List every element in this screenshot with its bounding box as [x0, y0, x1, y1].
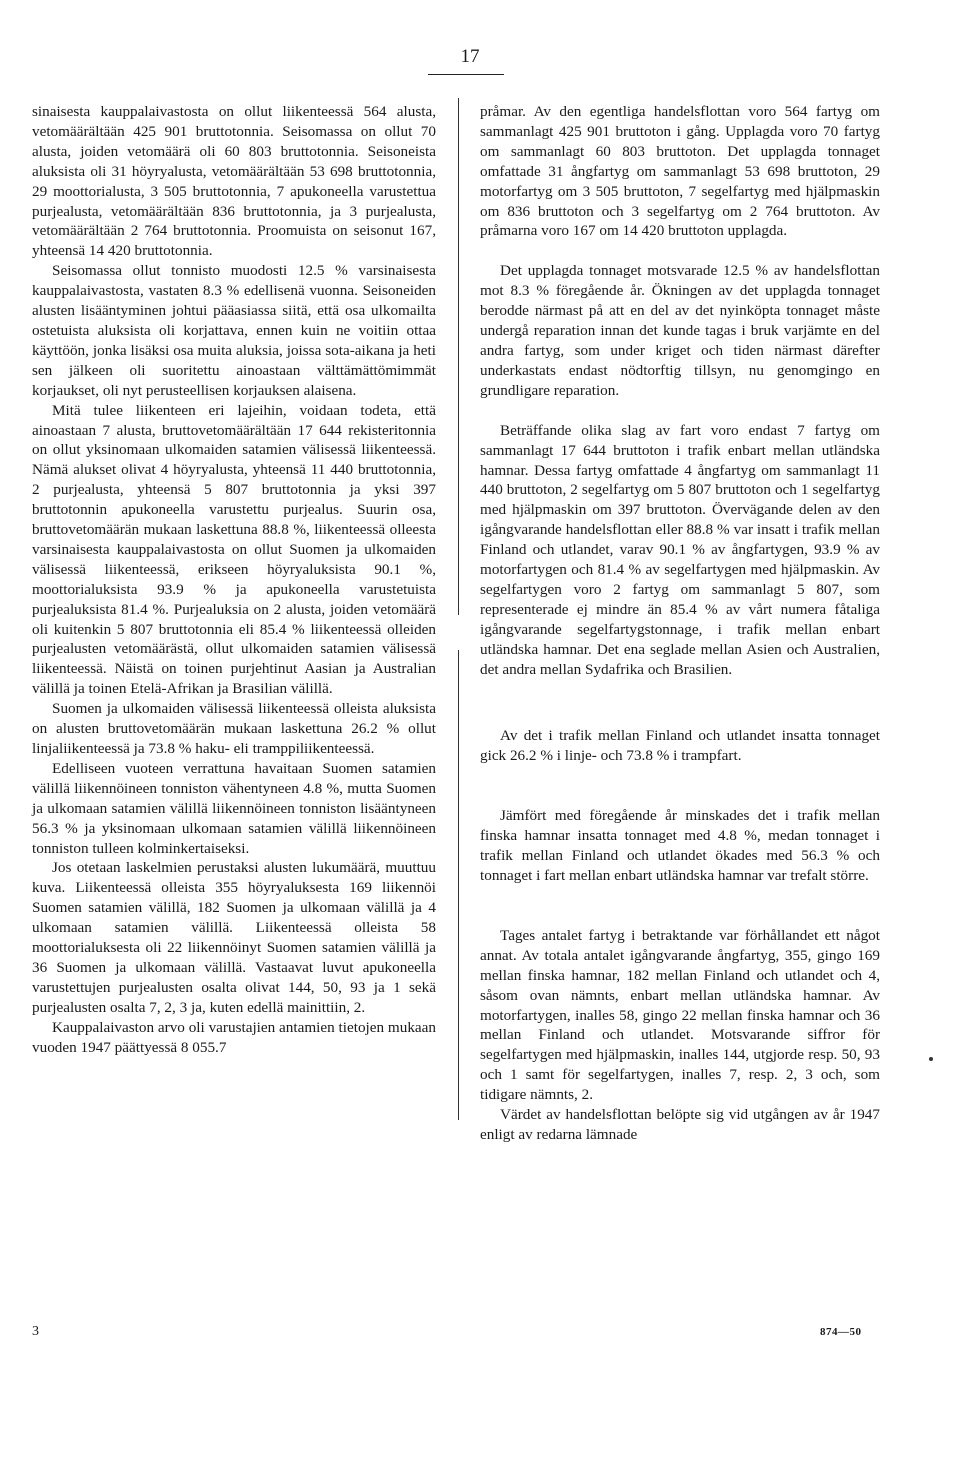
paragraph: Seisomassa ollut tonnisto muodosti 12.5 % varsinaisesta kauppalaivastosta, vastaten 8.3 % edellisenä vuonna. Seisoneiden alusten lisääntyminen johtui pääasiassa siitä, että osa ulkomailta ostetuista aluksista oli korjattava, ennen kuin ne voitiin ottaa käyttöön, jonka lisäksi osa muita aluksia, joissa sota-aikana ja heti sen jälkeen oli suoritettu ainoastaan välttämättömimmät korjaukset, oli nyt perusteellisen korjauksen alaisena.: [32, 262, 436, 399]
paragraph: Det upplagda tonnaget motsvarade 12.5 % av handelsflottan mot 8.3 % föregående år. Ökningen av det upplagda tonnaget berodde närmast på att en del av det nyinköpta tonnaget måste undergå reparation innan det kunde tagas i bruk varjämte en del andra fartyg, som under kriget och tiden närmast därefter underkastats endast nödtorftig tillsyn, nu genomgingo en grundligare reparation.: [480, 262, 880, 399]
paragraph: Jos otetaan laskelmien perustaksi alusten lukumäärä, muuttuu kuva. Liikenteessä olleista 355 höyryaluksesta 169 liikennöi Suomen satamien välillä, 182 Suomen ja ulkomaan välillä ja 4 ulkomaan satamien välillä. Liikenteessä olleista 58 moottorialuksesta oli 22 liikennöinyt Suomen satamien välillä ja 36 Suomen ja ulkomaan välillä. Vastaavat luvut apukoneella varustettujen purjealusten osalta olivat 144, 50, 93 ja 1 sekä purjealusten osalta 7, 2, 3 ja, kuten edellä mainittiin, 2.: [32, 859, 436, 1016]
print-code: 874—50: [820, 1326, 862, 1338]
page-number-rule: [428, 74, 504, 75]
page-number: 17: [460, 46, 480, 67]
column-divider: [458, 650, 459, 1120]
paragraph: Edelliseen vuoteen verrattuna havaitaan Suomen satamien välillä liikennöineen tonniston vähentyneen 4.8 %, mutta Suomen ja ulkomaan satamien välillä liikennöineen tonniston lisääntyneen 56.3 % ja yksinomaan ulkomaan satamien välillä liikennöineen tonniston tulleen kolminkertaiseksi.: [32, 759, 436, 857]
paragraph: Av det i trafik mellan Finland och utlandet insatta tonnaget gick 26.2 % i linje- och 73.8 % i trampfart.: [480, 727, 880, 765]
paragraph: Värdet av handelsflottan belöpte sig vid utgången av år 1947 enligt av redarna lämnade: [480, 1106, 880, 1143]
paragraph: Mitä tulee liikenteen eri lajeihin, voidaan todeta, että ainoastaan 7 alusta, bruttovetomäärältään 17 644 rekisteritonnia on ollut yksinomaan ulkomaiden satamien välisessä liikenteessä. Nämä alukset olivat 4 höyryalusta, yhteensä 11 440 bruttotonnia, 2 purjealusta, yhteensä 5 807 bruttotonnia ja yksi 397 bruttotonnin apukoneella varustettu purjealus. Suurin osa, bruttovetomäärän mukaan laskettuna 88.8 %, liikenteessä olleesta varsinaisesta kauppalaivastosta on ollut Suomen ja ulkomaiden välisessä liikenteessä, erikseen höyryaluksista 90.1 %, moottorialuksista 93.9 % ja apukoneella varustetuista purjealuksista 81.4 %. Purjealuksia on 2 alusta, joiden vetomäärä oli kuitenkin 5 807 bruttotonnia eli 85.4 % liikenteessä olleiden purjealusten vetomäärästä, ollut ulkomaiden satamien välisessä liikenteessä. Näistä on toinen purjehtinut Aasian ja Australian välillä ja toinen Etelä-Afrikan ja Brasilian välillä.: [32, 401, 436, 698]
paragraph: Suomen ja ulkomaiden välisessä liikenteessä olleista aluksista on alusten bruttovetomäärän mukaan laskettuna 26.2 % ollut linjaliikenteessä ja 73.8 % haku- eli tramppiliikenteessä.: [32, 700, 436, 757]
paragraph: Beträffande olika slag av fart voro endast 7 fartyg om sammanlagt 17 644 bruttoton i trafik enbart mellan utländska hamnar. Dessa fartyg omfattade 4 ångfartyg om sammanlagt 11 440 bruttoton, 2 segelfartyg om 5 807 bruttoton och 1 segelfartyg med hjälpmaskin om 397 bruttoton. Övervägande delen av den igångvarande handelsflottan eller 88.8 % var insatt i trafik mellan Finland och utlandet, varav 90.1 % av ångfartygen, 93.9 % av motorfartygen och 81.4 % av segelfartygen med hjälpmaskin. Av segelfartygen voro 2 fartyg om sammanlagt 5 807, som representerade ej mindre än 85.4 % av vårt numera fåtaliga igångvarande segelfartygstonnage, i trafik mellan enbart utländska hamnar. Det ena seglade mellan Asien och Australien, det andra mellan Sydafrika och Brasilien.: [480, 421, 880, 678]
paragraph: Kauppalaivaston arvo oli varustajien antamien tietojen mukaan vuoden 1947 päättyessä 8 055.7: [32, 1018, 436, 1056]
paragraph: Jämfört med föregående år minskades det i trafik mellan finska hamnar insatta tonnaget med 4.8 %, medan tonnaget i trafik mellan Finland och utlandet ökades med 56.3 % och tonnaget i fart mellan enbart utländska hamnar var trefalt större.: [480, 807, 880, 884]
paragraph: pråmar. Av den egentliga handelsflottan voro 564 fartyg om sammanlagt 425 901 bruttoton i gång. Upplagda voro 70 fartyg om sammanlagt 60 803 bruttoton. Det upplagda tonnaget omfattade 31 ångfartyg om sammanlagt 53 698 bruttoton, 29 motorfartyg om 3 505 bruttoton, 7 segelfartyg med hjälpmaskin om 836 bruttoton och 3 segelfartyg om 2 764 bruttoton. Av pråmarna voro 167 om 14 420 bruttoton upplagda.: [480, 103, 880, 240]
print-speck: [929, 1057, 933, 1061]
paragraph: sinaisesta kauppalaivastosta on ollut liikenteessä 564 alusta, vetomäärältään 425 901 bruttotonnia. Seisomassa on ollut 70 alusta, joiden vetomäärä oli 60 803 bruttotonnia. Seisoneista aluksista oli 31 höyryalusta, vetomäärältään 53 698 bruttotonnia, 29 moottorialusta, 3 505 bruttotonnia, 7 apukoneella varustettua purjealusta, vetomäärältään 836 bruttotonnia, ja 3 purjealusta, vetomäärältään 2 764 bruttotonnia. Proomuista on seisonut 167, yhteensä 14 420 bruttotonnia.: [32, 103, 436, 260]
right-column-swedish: [480, 102, 880, 1145]
paragraph: Tages antalet fartyg i betraktande var förhållandet ett något annat. Av totala antalet igångvarande ångfartyg, 355, gingo 169 mellan finska hamnar, 182 mellan Finland och utlandet och 4, såsom ovan nämnts, enbart mellan utländska hamnar. Av motorfartygen, inalles 58, gingo 22 mellan finska hamnar och 36 mellan Finland och utlandet. Motsvarande siffror för segelfartygen med hjälpmaskin, inalles 144, utgjorde resp. 50, 93 och 1 samt för segelfartygen, inalles 7, resp. 2, 3 och, som tidigare nämnts, 2.: [480, 926, 880, 1104]
column-divider: [458, 98, 459, 615]
left-column-finnish: [32, 102, 436, 1058]
signature-mark: 3: [32, 1324, 39, 1339]
